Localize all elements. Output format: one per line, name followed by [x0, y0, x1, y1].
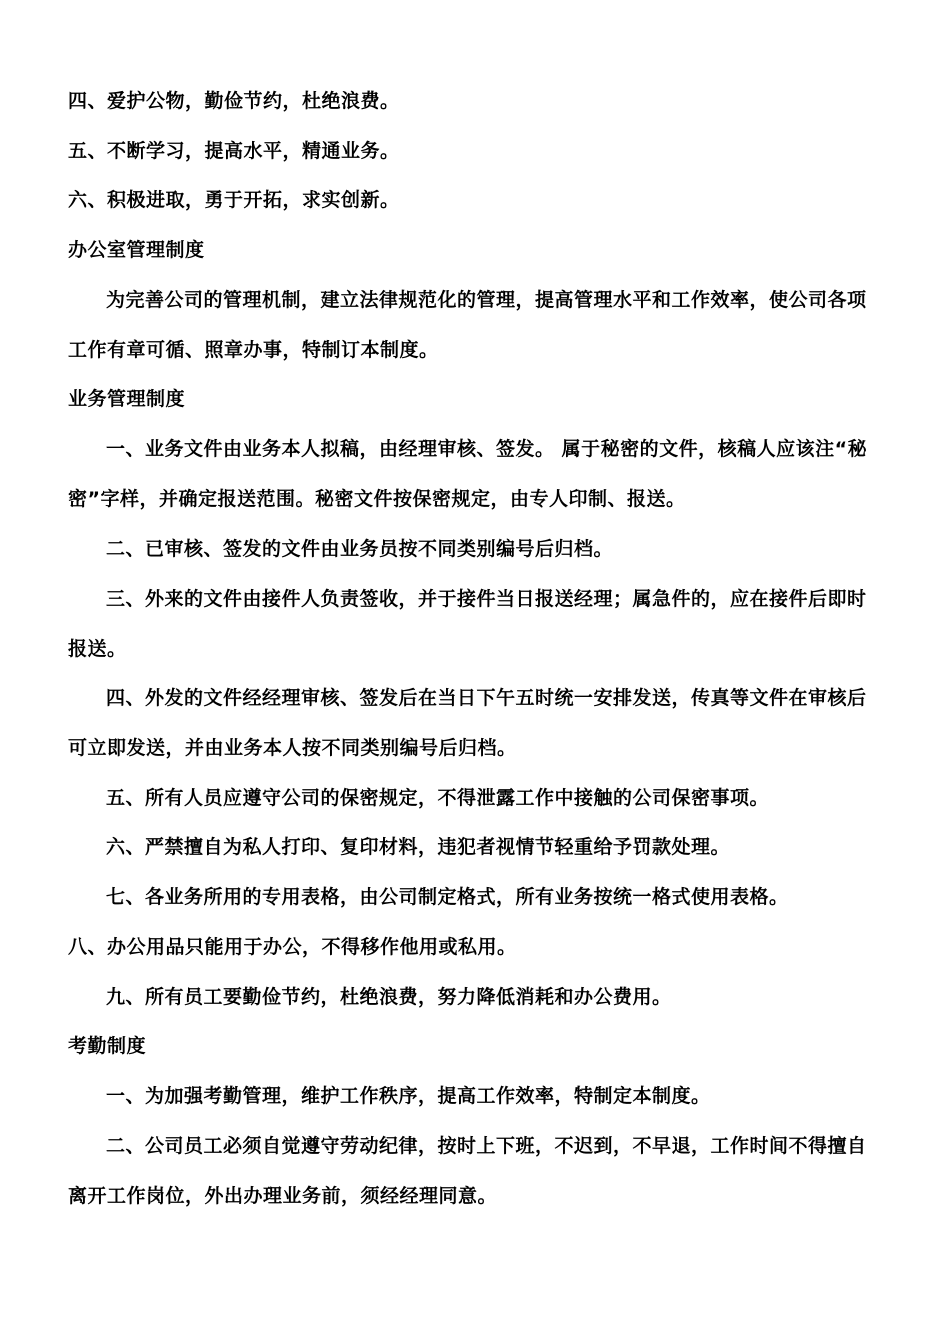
business-item-3: 三、外来的文件由接件人负责签收，并于接件当日报送经理；属急件的，应在接件后即时报送。: [68, 588, 867, 660]
rule-line-4: 四、爱护公物，勤俭节约，杜绝浪费。: [68, 90, 400, 112]
business-item-6: 六、严禁擅自为私人打印、复印材料，违犯者视情节轻重给予罚款处理。: [106, 836, 731, 858]
business-item-1: 一、业务文件由业务本人拟稿，由经理审核、签发。 属于秘密的文件，核稿人应该注“秘密”字样，并确定报送范围。秘密文件按保密规定，由专人印制、报送。: [68, 438, 868, 510]
office-heading: 办公室管理制度: [68, 239, 205, 261]
office-intro: 为完善公司的管理机制，建立法律规范化的管理，提高管理水平和工作效率，使公司各项工作有章可循、照章办事，特制订本制度。: [68, 289, 867, 361]
business-item-9: 九、所有员工要勤俭节约，杜绝浪费，努力降低消耗和办公费用。: [106, 986, 672, 1008]
attendance-item-1: 一、为加强考勤管理，维护工作秩序，提高工作效率，特制定本制度。: [106, 1085, 711, 1107]
business-item-4: 四、外发的文件经经理审核、签发后在当日下午五时统一安排发送，传真等文件在审核后可立即发送，并由业务本人按不同类别编号后归档。: [68, 687, 867, 759]
business-heading: 业务管理制度: [68, 388, 186, 410]
business-item-2: 二、已审核、签发的文件由业务员按不同类别编号后归档。: [106, 538, 614, 560]
attendance-heading: 考勤制度: [68, 1035, 147, 1057]
business-item-8: 八、办公用品只能用于办公，不得移作他用或私用。: [68, 936, 517, 958]
rule-line-6: 六、积极进取，勇于开拓，求实创新。: [68, 189, 400, 211]
business-item-5: 五、所有人员应遵守公司的保密规定，不得泄露工作中接触的公司保密事项。: [106, 787, 770, 809]
rule-line-5: 五、不断学习，提高水平，精通业务。: [68, 140, 400, 162]
attendance-item-2: 二、公司员工必须自觉遵守劳动纪律，按时上下班，不迟到，不早退，工作时间不得擅自离开工作岗位，外出办理业务前，须经经理同意。: [68, 1135, 867, 1207]
business-item-7: 七、各业务所用的专用表格，由公司制定格式，所有业务按统一格式使用表格。: [106, 886, 789, 908]
